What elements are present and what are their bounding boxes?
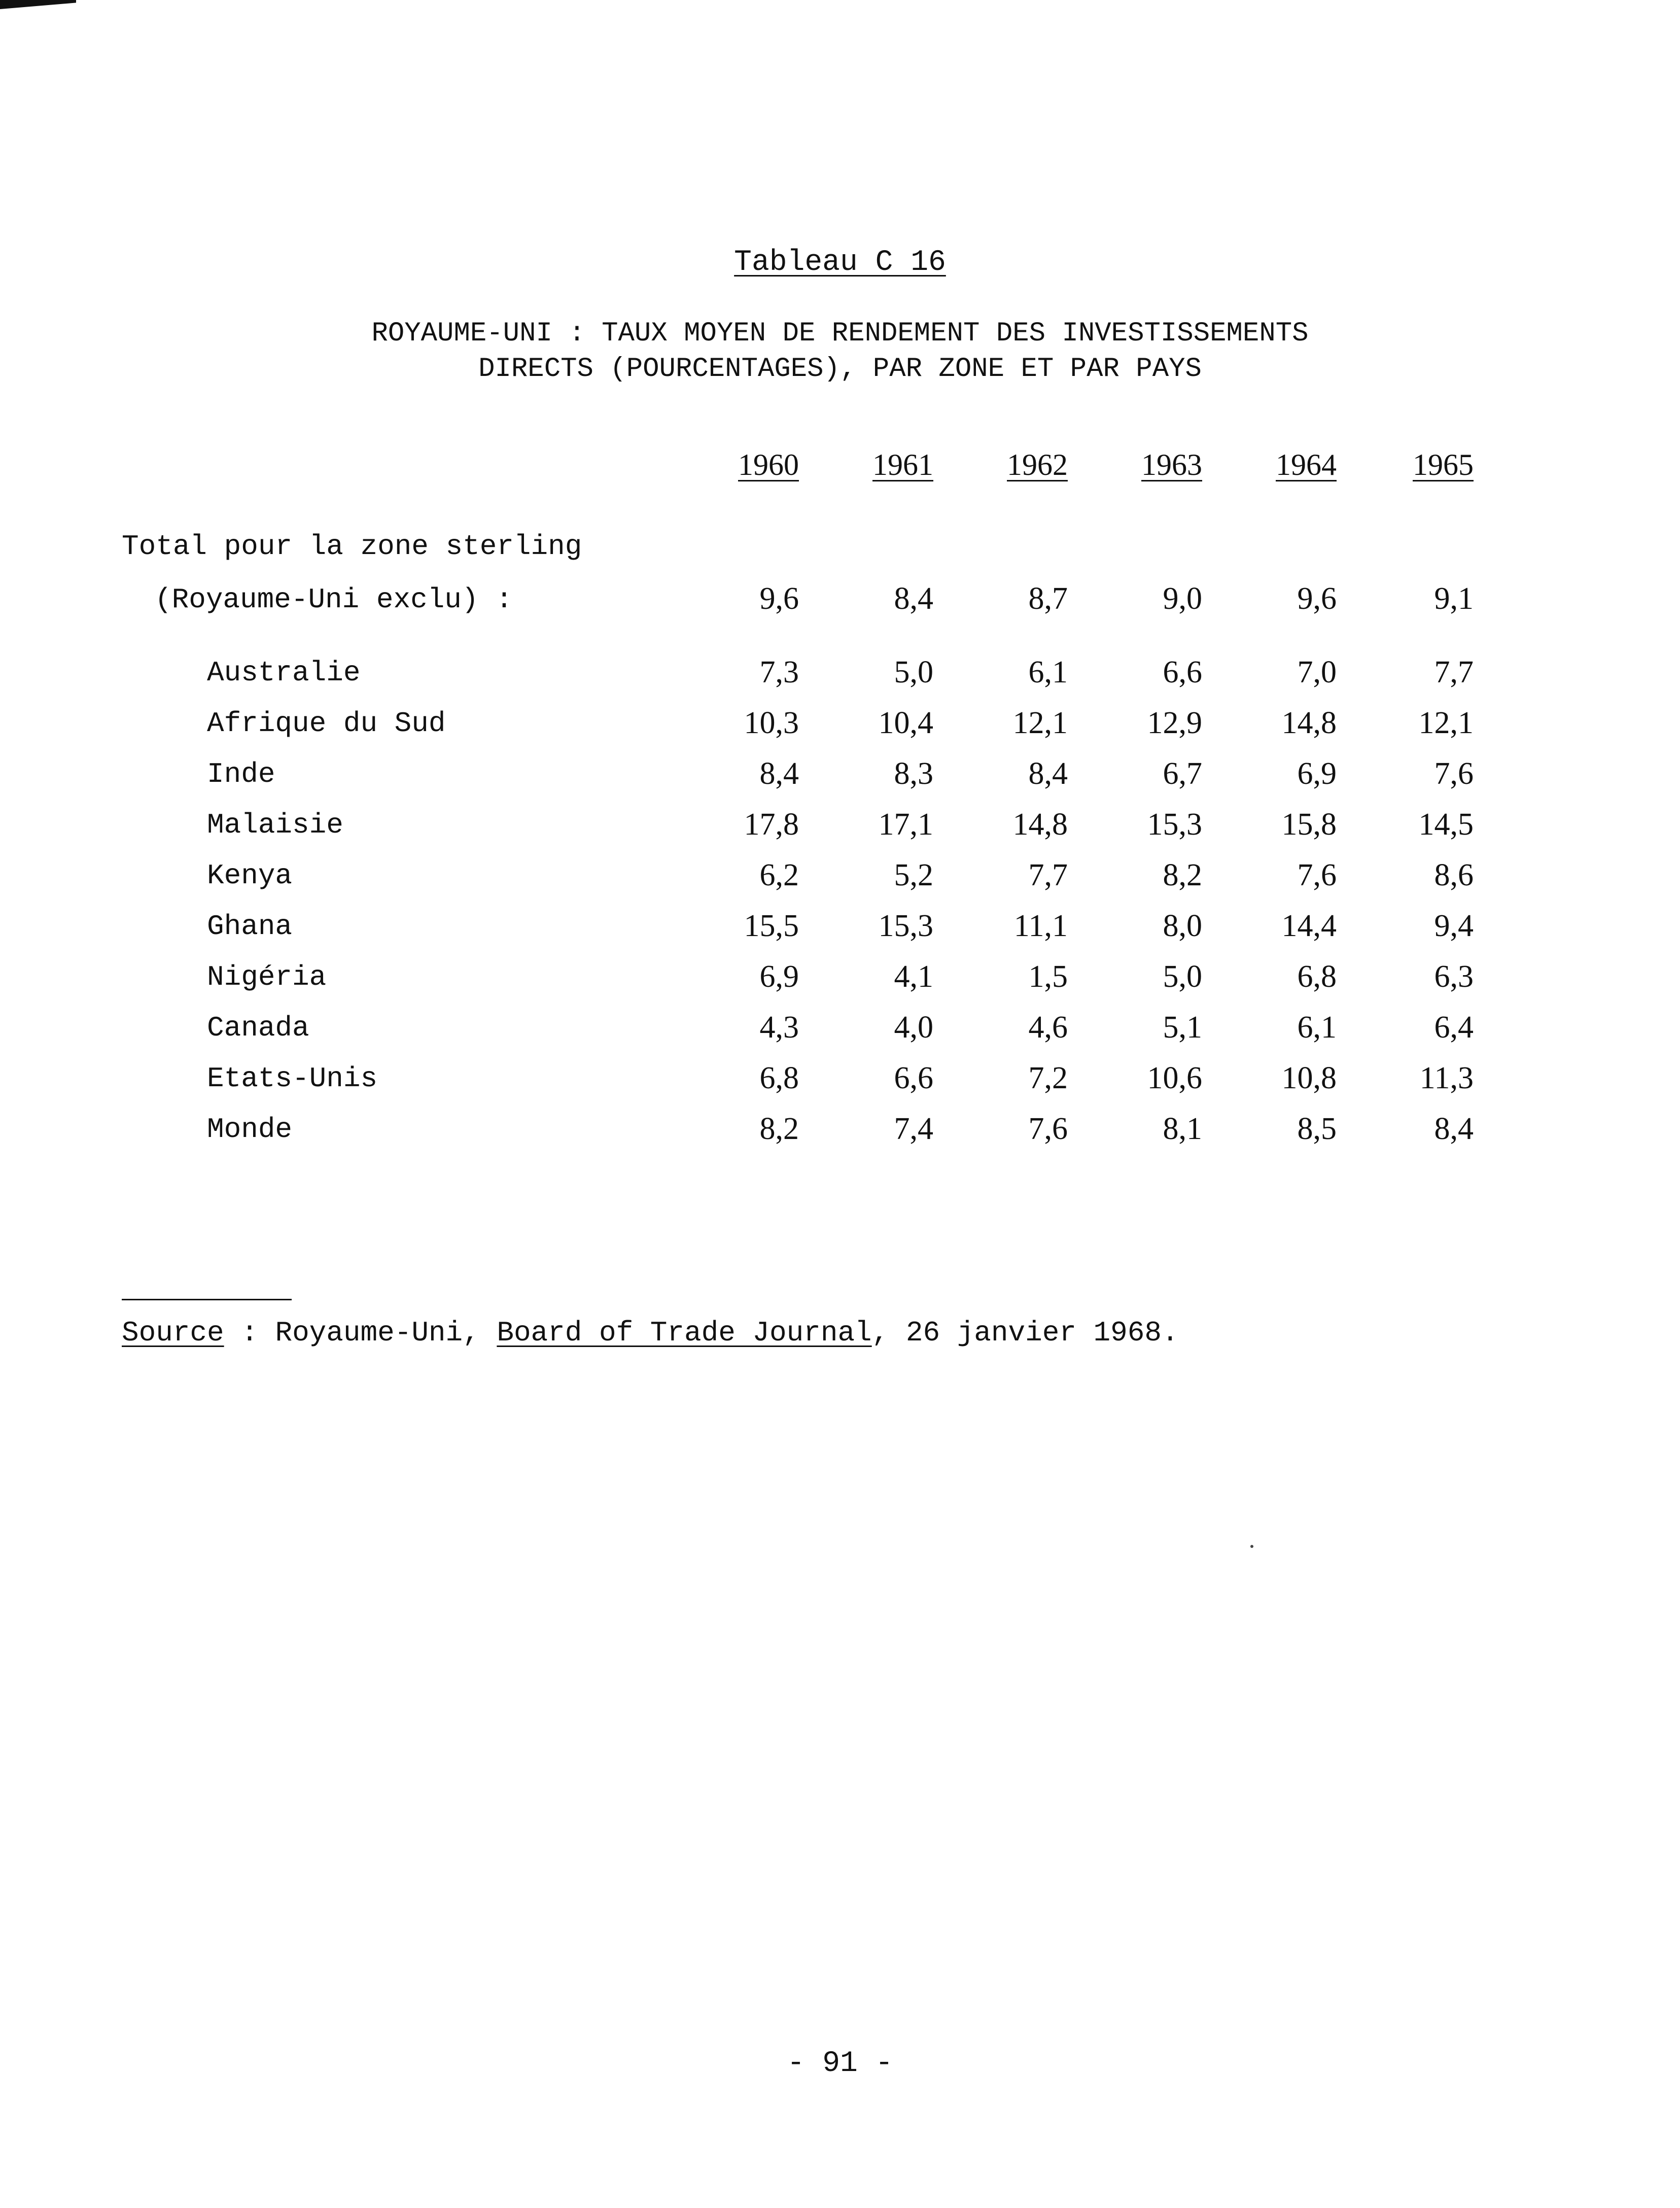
value-cell: 7,7 xyxy=(1434,655,1474,689)
value-cell: 6,2 xyxy=(759,858,799,892)
row-label: Nigéria xyxy=(207,961,327,993)
value-cell: 12,1 xyxy=(1418,706,1474,740)
value-cell: 1,5 xyxy=(1028,959,1068,994)
value-cell: 10,3 xyxy=(744,706,799,740)
row-label: Malaisie xyxy=(207,809,343,841)
source-publisher: Royaume-Uni, xyxy=(275,1317,497,1349)
value-cell: 5,0 xyxy=(1163,959,1202,994)
value-cell: 7,2 xyxy=(1028,1061,1068,1095)
source-separator: : xyxy=(224,1317,275,1349)
row-label: Etats-Unis xyxy=(207,1062,378,1095)
value-cell: 8,5 xyxy=(1297,1112,1337,1146)
value-cell: 6,6 xyxy=(894,1061,933,1095)
row-label: Inde xyxy=(207,758,275,790)
total-label-line-2: (Royaume-Uni exclu) : xyxy=(155,583,513,616)
value-cell: 14,8 xyxy=(1281,706,1337,740)
value-cell: 7,0 xyxy=(1297,655,1337,689)
value-cell: 15,3 xyxy=(1147,807,1202,842)
value-cell: 15,8 xyxy=(1281,807,1337,842)
year-header xyxy=(1101,447,1202,482)
total-value-cell: 8,4 xyxy=(894,581,933,616)
total-value-cell: 9,0 xyxy=(1163,581,1202,616)
year-header xyxy=(1372,447,1474,482)
source-date: , 26 janvier 1968. xyxy=(871,1317,1179,1349)
value-cell: 6,1 xyxy=(1297,1010,1337,1045)
value-cell: 11,3 xyxy=(1419,1061,1474,1095)
subtitle-line-2: DIRECTS (POURCENTAGES), PAR ZONE ET PAR PAYS xyxy=(478,354,1202,385)
value-cell: 5,0 xyxy=(894,655,933,689)
value-cell: 8,2 xyxy=(1163,858,1202,892)
subtitle-line-1: ROYAUME-UNI : TAUX MOYEN DE RENDEMENT DES INVESTISSEMENTS xyxy=(371,318,1309,349)
value-cell: 7,3 xyxy=(759,655,799,689)
value-cell: 10,4 xyxy=(878,706,933,740)
value-cell: 5,1 xyxy=(1163,1010,1202,1045)
value-cell: 8,1 xyxy=(1163,1112,1202,1146)
value-cell: 8,4 xyxy=(1434,1112,1474,1146)
value-cell: 6,8 xyxy=(1297,959,1337,994)
value-cell: 8,2 xyxy=(759,1112,799,1146)
value-cell: 12,9 xyxy=(1147,706,1202,740)
table-subtitle xyxy=(0,316,1680,387)
year-header xyxy=(966,447,1068,482)
value-cell: 7,7 xyxy=(1028,858,1068,892)
year-header-text: 1961 xyxy=(872,448,933,481)
total-value-cell: 9,6 xyxy=(1297,581,1337,616)
value-cell: 6,3 xyxy=(1434,959,1474,994)
value-cell: 7,6 xyxy=(1297,858,1337,892)
value-cell: 14,8 xyxy=(1012,807,1068,842)
value-cell: 5,2 xyxy=(894,858,933,892)
total-value-cell: 9,1 xyxy=(1434,581,1474,616)
value-cell: 8,0 xyxy=(1163,909,1202,943)
total-value-cell: 8,7 xyxy=(1028,581,1068,616)
table-title xyxy=(0,246,1680,279)
value-cell: 4,6 xyxy=(1028,1010,1068,1045)
year-header-text: 1962 xyxy=(1007,448,1068,481)
table-title-text: Tableau C 16 xyxy=(734,246,946,279)
page-number: - 91 - xyxy=(787,2047,893,2080)
row-label: Canada xyxy=(207,1012,309,1044)
value-cell: 8,6 xyxy=(1434,858,1474,892)
value-cell: 6,9 xyxy=(1297,756,1337,791)
value-cell: 14,4 xyxy=(1281,909,1337,943)
year-header-text: 1963 xyxy=(1141,448,1202,481)
footnote-rule xyxy=(122,1299,292,1300)
value-cell: 15,5 xyxy=(744,909,799,943)
source-journal: Board of Trade Journal xyxy=(497,1317,872,1349)
year-header xyxy=(1235,447,1337,482)
source-note xyxy=(122,1317,1179,1349)
value-cell: 6,4 xyxy=(1434,1010,1474,1045)
value-cell: 8,4 xyxy=(1028,756,1068,791)
total-label-line-1: Total pour la zone sterling xyxy=(122,530,582,563)
value-cell: 6,8 xyxy=(759,1061,799,1095)
year-header-text: 1965 xyxy=(1413,448,1474,481)
value-cell: 6,9 xyxy=(759,959,799,994)
year-header-text: 1964 xyxy=(1276,448,1337,481)
year-header xyxy=(832,447,933,482)
scan-corner-mark xyxy=(0,0,76,9)
row-label: Afrique du Sud xyxy=(207,707,446,740)
row-label: Monde xyxy=(207,1113,293,1146)
value-cell: 4,3 xyxy=(759,1010,799,1045)
value-cell: 4,1 xyxy=(894,959,933,994)
total-value-cell: 9,6 xyxy=(759,581,799,616)
value-cell: 14,5 xyxy=(1418,807,1474,842)
value-cell: 6,6 xyxy=(1163,655,1202,689)
value-cell: 7,6 xyxy=(1434,756,1474,791)
value-cell: 10,6 xyxy=(1147,1061,1202,1095)
row-label: Ghana xyxy=(207,910,293,943)
value-cell: 7,4 xyxy=(894,1112,933,1146)
row-label: Australie xyxy=(207,657,361,689)
value-cell: 6,7 xyxy=(1163,756,1202,791)
value-cell: 17,8 xyxy=(744,807,799,842)
source-label: Source xyxy=(122,1317,224,1349)
value-cell: 8,3 xyxy=(894,756,933,791)
value-cell: 15,3 xyxy=(878,909,933,943)
value-cell: 12,1 xyxy=(1012,706,1068,740)
value-cell: 10,8 xyxy=(1281,1061,1337,1095)
value-cell: 7,6 xyxy=(1028,1112,1068,1146)
value-cell: 4,0 xyxy=(894,1010,933,1045)
value-cell: 6,1 xyxy=(1028,655,1068,689)
value-cell: 17,1 xyxy=(878,807,933,842)
value-cell: 8,4 xyxy=(759,756,799,791)
value-cell: 11,1 xyxy=(1013,909,1068,943)
row-label: Kenya xyxy=(207,859,293,892)
year-header xyxy=(697,447,799,482)
year-header-text: 1960 xyxy=(738,448,799,481)
scan-speck xyxy=(1250,1545,1253,1548)
value-cell: 9,4 xyxy=(1434,909,1474,943)
